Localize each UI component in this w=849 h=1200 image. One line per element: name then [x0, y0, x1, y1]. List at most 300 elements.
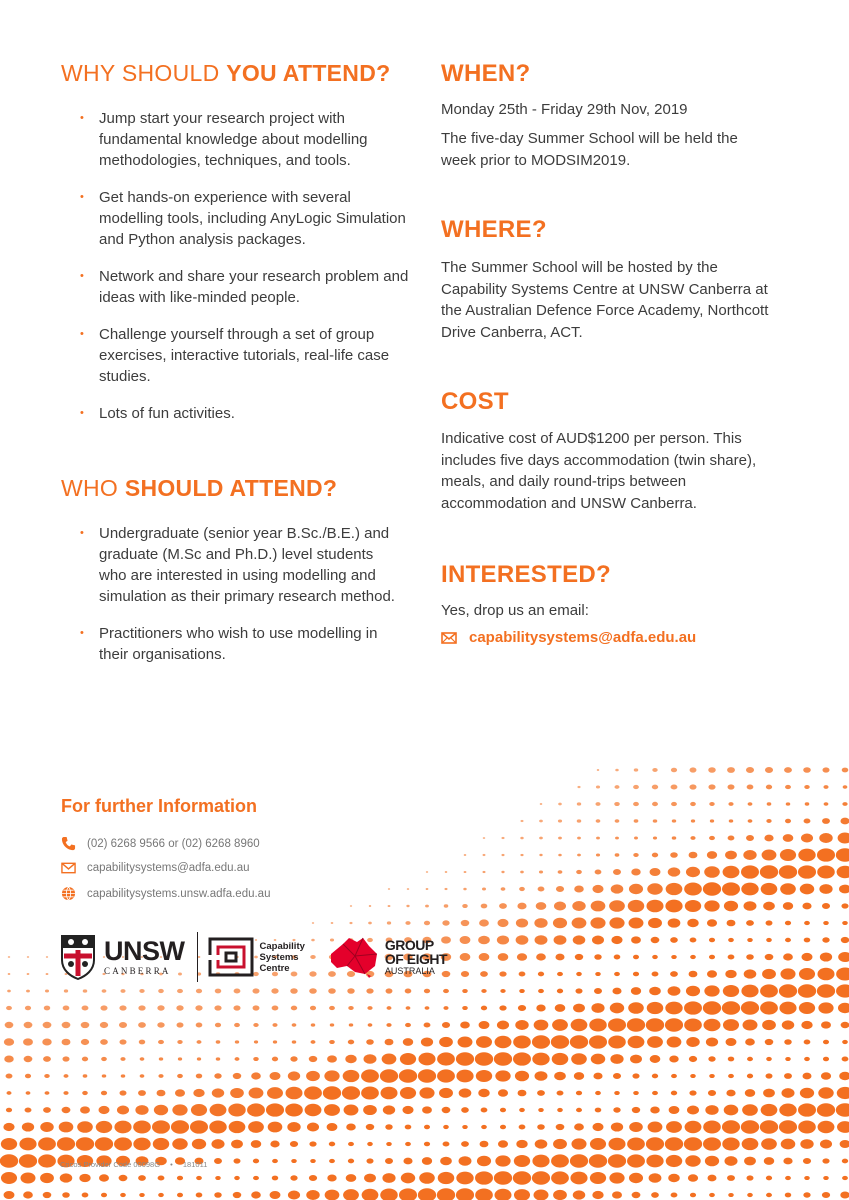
decorative-dot	[290, 988, 297, 994]
decorative-dot	[728, 835, 735, 840]
decorative-dot	[840, 1192, 849, 1199]
decorative-dot	[821, 1072, 831, 1080]
info-phone-row	[61, 836, 260, 851]
decorative-dot	[817, 848, 835, 861]
decorative-dot	[576, 870, 582, 874]
decorative-dot	[230, 1088, 244, 1098]
decorative-dot	[615, 819, 620, 823]
decorative-dot	[760, 865, 778, 879]
decorative-dot	[838, 1003, 849, 1013]
decorative-dot	[707, 919, 717, 926]
logo-strip	[60, 932, 447, 982]
decorative-dot	[178, 1057, 182, 1060]
decorative-dot	[764, 1157, 775, 1165]
decorative-dot	[689, 852, 698, 859]
decorative-dot	[539, 870, 543, 873]
decorative-dot	[285, 1103, 303, 1116]
decorative-dot	[479, 953, 490, 961]
decorative-dot	[779, 1002, 796, 1015]
decorative-dot	[83, 1074, 88, 1077]
decorative-dot	[437, 1052, 455, 1065]
decorative-dot	[498, 1089, 508, 1096]
decorative-dot	[632, 1192, 641, 1198]
decorative-dot	[385, 1158, 393, 1164]
when-dates: Monday 25th - Friday 29th Nov, 2019	[441, 101, 688, 118]
decorative-dot	[824, 802, 829, 806]
decorative-dot	[140, 1074, 145, 1078]
decorative-dot	[266, 1103, 284, 1116]
list-item: • Challenge yourself through a set of group exercises, interactive tutorials, real-life case studies.	[80, 324, 410, 387]
decorative-dot	[44, 1006, 50, 1011]
decorative-dot	[442, 1107, 451, 1113]
decorative-dot	[821, 1021, 831, 1028]
decorative-dot	[402, 1106, 413, 1114]
decorative-dot	[577, 854, 581, 857]
decorative-dot	[196, 989, 202, 994]
decorative-dot	[766, 785, 772, 790]
decorative-dot	[823, 1040, 829, 1044]
decorative-dot	[570, 1172, 587, 1185]
decorative-dot	[629, 884, 643, 894]
decorative-dot	[703, 1001, 721, 1015]
decorative-dot	[576, 1108, 582, 1112]
decorative-dot	[197, 1057, 201, 1060]
decorative-dot	[100, 1039, 108, 1045]
decorative-dot	[823, 785, 828, 789]
decorative-dot	[689, 784, 696, 789]
decorative-dot	[781, 1088, 794, 1098]
decorative-dot	[710, 819, 714, 822]
decorative-dot	[25, 1107, 32, 1112]
decorative-dot	[114, 1137, 132, 1150]
decorative-dot	[99, 1106, 110, 1114]
decorative-dot	[689, 1056, 697, 1062]
decorative-dot	[364, 1054, 377, 1064]
decorative-dot	[57, 1137, 75, 1150]
decorative-dot	[461, 1141, 469, 1147]
decorative-dot	[823, 921, 829, 925]
group-of-eight-logo	[329, 936, 447, 978]
decorative-dot	[286, 1087, 303, 1100]
decorative-dot	[368, 922, 372, 925]
decorative-dot	[652, 802, 658, 806]
decorative-dot	[172, 1104, 187, 1115]
decorative-dot	[558, 854, 561, 857]
decorative-dot	[703, 1137, 721, 1150]
decorative-dot	[633, 972, 639, 977]
decorative-dot	[152, 1120, 170, 1133]
decorative-dot	[574, 1072, 584, 1080]
logo-divider	[197, 932, 198, 982]
decorative-dot	[552, 1019, 568, 1031]
decorative-dot	[557, 972, 563, 976]
go8-line-1: GROUP	[384, 937, 434, 953]
decorative-dot	[538, 1108, 544, 1112]
decorative-dot	[684, 882, 702, 895]
decorative-dot	[627, 1137, 645, 1150]
decorative-dot	[611, 1122, 623, 1131]
decorative-dot	[306, 1071, 320, 1081]
decorative-dot	[100, 1022, 108, 1028]
decorative-dot	[646, 1155, 663, 1168]
decorative-dot	[387, 921, 391, 924]
decorative-dot	[839, 1072, 849, 1080]
decorative-dot	[837, 1121, 849, 1133]
decorative-dot	[7, 990, 11, 993]
decorative-dot	[594, 954, 601, 959]
decorative-dot	[766, 1073, 773, 1078]
decorative-dot	[595, 1091, 601, 1095]
decorative-dot	[836, 984, 849, 997]
decorative-dot	[253, 1159, 259, 1164]
decorative-dot	[63, 1006, 70, 1011]
decorative-dot	[571, 1138, 586, 1149]
decorative-dot	[0, 1154, 18, 1168]
decorative-dot	[611, 884, 624, 893]
decorative-dot	[551, 1171, 569, 1184]
decorative-dot	[439, 1037, 453, 1047]
decorative-dot	[500, 1125, 506, 1129]
decorative-dot	[495, 1070, 510, 1081]
decorative-dot	[273, 1040, 277, 1043]
decorative-dot	[407, 888, 410, 890]
decorative-dot	[707, 970, 717, 977]
decorative-dot	[577, 802, 581, 805]
decorative-dot	[766, 1193, 772, 1197]
decorative-dot	[785, 819, 791, 823]
decorative-dot	[478, 1089, 489, 1097]
decorative-dot	[25, 1006, 31, 1011]
decorative-dot	[634, 837, 638, 840]
cricos-code: Cricos Provider Code 00098G	[60, 1160, 161, 1169]
decorative-dot	[95, 1137, 113, 1151]
decorative-dot	[361, 1086, 379, 1099]
decorative-dot	[443, 989, 449, 993]
decorative-dot	[177, 1074, 183, 1078]
decorative-dot	[612, 1191, 622, 1198]
decorative-dot	[536, 953, 546, 960]
list-item: • Practitioners who wish to use modelling in their organisations.	[80, 623, 395, 665]
decorative-dot	[798, 1103, 816, 1116]
decorative-dot	[707, 1175, 716, 1182]
decorative-dot	[64, 989, 68, 992]
footer-separator: •	[170, 1160, 173, 1169]
decorative-dot	[784, 1039, 792, 1045]
decorative-dot	[535, 1139, 548, 1148]
decorative-dot	[822, 767, 829, 772]
decorative-dot	[215, 1023, 221, 1028]
decorative-dot	[214, 1158, 222, 1164]
decorative-dot	[82, 1193, 89, 1198]
decorative-dot	[462, 904, 468, 908]
interested-text: Yes, drop us an email:	[441, 602, 589, 619]
decorative-dot	[177, 1040, 182, 1044]
decorative-dot	[652, 971, 659, 976]
decorative-dot	[445, 871, 448, 873]
email-link[interactable]: capabilitysystems@adfa.edu.au	[469, 629, 697, 646]
info-email[interactable]: capabilitysystems@adfa.edu.au	[87, 862, 250, 874]
decorative-dot	[501, 837, 504, 839]
decorative-dot	[495, 1036, 512, 1049]
decorative-dot	[783, 1158, 792, 1165]
csc-line-2: Systems	[259, 951, 299, 963]
decorative-dot	[666, 1155, 682, 1167]
decorative-dot	[475, 1171, 493, 1184]
decorative-dot	[82, 1091, 88, 1095]
decorative-dot	[690, 955, 696, 959]
go8-line-2: OF EIGHT	[384, 951, 448, 967]
decorative-dot	[399, 1069, 417, 1083]
decorative-dot	[480, 971, 488, 977]
decorative-dot	[291, 1006, 297, 1011]
decorative-dot	[345, 1055, 356, 1063]
decorative-dot	[762, 1020, 776, 1030]
decorative-dot	[779, 865, 797, 879]
decorative-dot	[348, 1040, 354, 1045]
decorative-dot	[595, 972, 601, 976]
decorative-dot	[307, 1123, 319, 1132]
decorative-dot	[615, 853, 620, 856]
decorative-dot	[444, 904, 449, 907]
decorative-dot	[497, 935, 509, 944]
decorative-dot	[456, 1172, 473, 1185]
decorative-dot	[709, 836, 715, 840]
decorative-dot	[62, 1022, 71, 1028]
decorative-dot	[120, 1193, 126, 1197]
decorative-dot	[591, 901, 606, 912]
decorative-dot	[685, 1121, 702, 1133]
decorative-dot	[649, 1173, 662, 1182]
decorative-dot	[766, 819, 771, 823]
decorative-dot	[804, 785, 809, 789]
decorative-dot	[842, 1056, 849, 1061]
decorative-dot	[629, 917, 644, 928]
decorative-dot	[516, 935, 529, 944]
decorative-dot	[576, 972, 582, 976]
why-attend-heading: WHY SHOULD YOU ATTEND?	[61, 60, 391, 86]
decorative-dot	[841, 903, 848, 908]
decorative-dot	[4, 1191, 15, 1199]
decorative-dot	[666, 1121, 682, 1133]
decorative-dot	[481, 1125, 487, 1129]
decorative-dot	[158, 1193, 164, 1197]
decorative-dot	[23, 1191, 33, 1198]
decorative-dot	[552, 1053, 569, 1065]
decorative-dot	[709, 938, 715, 943]
decorative-dot	[685, 1155, 700, 1166]
decorative-dot	[595, 802, 600, 806]
interested-email-row[interactable]	[441, 629, 696, 646]
decorative-dot	[475, 1052, 493, 1066]
decorative-dot	[418, 1188, 436, 1200]
decorative-dot	[613, 869, 621, 875]
decorative-dot	[646, 900, 663, 913]
decorative-dot	[418, 1069, 436, 1082]
decorative-dot	[553, 918, 567, 928]
decorative-dot	[741, 1120, 759, 1134]
decorative-dot	[83, 989, 88, 992]
cost-heading: COST	[441, 388, 509, 415]
decorative-dot	[670, 937, 678, 943]
decorative-dot	[424, 1022, 431, 1027]
decorative-dot	[614, 955, 621, 960]
decorative-dot	[403, 1158, 412, 1165]
decorative-dot	[554, 902, 566, 911]
decorative-dot	[211, 1139, 224, 1149]
decorative-dot	[461, 971, 469, 977]
decorative-dot	[804, 1040, 811, 1045]
decorative-dot	[43, 1192, 52, 1198]
decorative-dot	[117, 1106, 129, 1115]
decorative-dot	[728, 1057, 735, 1062]
decorative-dot	[841, 1022, 849, 1028]
decorative-dot	[837, 866, 849, 878]
decorative-dot	[366, 988, 373, 993]
decorative-dot	[760, 1120, 778, 1134]
decorative-dot	[652, 1074, 658, 1079]
decorative-dot	[443, 1141, 450, 1146]
decorative-dot	[380, 1069, 398, 1083]
decorative-dot	[386, 988, 393, 993]
decorative-dot	[192, 1139, 206, 1150]
decorative-dot	[709, 955, 715, 959]
envelope-icon	[61, 862, 76, 874]
decorative-dot	[817, 866, 835, 879]
decorative-dot	[270, 1072, 281, 1080]
decorative-dot	[177, 989, 183, 993]
decorative-dot	[421, 1037, 433, 1046]
decorative-dot	[516, 1140, 527, 1148]
decorative-dot	[608, 1018, 626, 1031]
decorative-dot	[765, 954, 774, 960]
decorative-dot	[763, 902, 775, 911]
decorative-dot	[647, 1036, 663, 1048]
decorative-dot	[747, 1193, 753, 1197]
decorative-dot	[744, 969, 757, 978]
decorative-dot	[672, 836, 677, 839]
decorative-dot	[665, 1002, 682, 1015]
decorative-dot	[551, 1035, 569, 1049]
decorative-dot	[690, 1193, 696, 1198]
decorative-dot	[837, 1087, 849, 1099]
decorative-dot	[494, 1052, 512, 1066]
decorative-dot	[686, 867, 700, 877]
decorative-dot	[651, 1192, 659, 1198]
decorative-dot	[426, 871, 428, 873]
decorative-dot	[724, 901, 738, 912]
decorative-dot	[575, 988, 582, 993]
decorative-dot	[726, 1038, 737, 1046]
decorative-dot	[196, 1074, 202, 1079]
decorative-dot	[444, 888, 447, 890]
decorative-dot	[311, 1040, 316, 1044]
decorative-dot	[159, 1057, 163, 1060]
decorative-dot	[120, 989, 125, 993]
decorative-dot	[631, 987, 641, 995]
decorative-dot	[722, 882, 740, 895]
decorative-dot	[138, 1005, 145, 1010]
decorative-dot	[45, 989, 49, 992]
decorative-dot	[760, 1001, 778, 1014]
decorative-dot	[350, 905, 352, 907]
decorative-dot	[62, 1039, 71, 1046]
decorative-dot	[785, 1193, 792, 1198]
decorative-dot	[81, 1022, 90, 1028]
decorative-dot	[592, 1191, 603, 1199]
decorative-dot	[233, 1192, 241, 1198]
decorative-dot	[480, 1141, 489, 1148]
decorative-dot	[324, 1104, 340, 1116]
decorative-dot	[799, 968, 815, 980]
decorative-dot	[689, 971, 698, 978]
decorative-dot	[234, 1176, 240, 1180]
decorative-dot	[704, 900, 719, 911]
decorative-dot	[555, 1004, 566, 1012]
decorative-dot	[839, 885, 849, 894]
info-phone[interactable]: (02) 6268 9566 or (02) 6268 8960	[87, 837, 260, 850]
decorative-dot	[210, 1104, 227, 1116]
decorative-dot	[535, 935, 548, 945]
decorative-dot	[499, 903, 507, 909]
decorative-dot	[158, 1175, 165, 1180]
decorative-dot	[805, 802, 810, 805]
decorative-dot	[650, 868, 661, 876]
decorative-dot	[483, 871, 486, 873]
decorative-dot	[346, 1174, 357, 1182]
decorative-dot	[138, 1022, 146, 1028]
decorative-dot	[609, 1172, 624, 1183]
decorative-dot	[722, 1138, 739, 1151]
decorative-dot	[780, 883, 796, 895]
decorative-dot	[42, 1039, 51, 1046]
decorative-dot	[570, 1035, 588, 1049]
decorative-dot	[725, 970, 736, 978]
decorative-dot	[745, 1089, 755, 1097]
decorative-dot	[611, 936, 622, 944]
info-website[interactable]: capabilitysystems.unsw.adfa.edu.au	[87, 887, 271, 900]
decorative-dot	[406, 905, 409, 907]
decorative-dot	[26, 1091, 31, 1095]
decorative-dot	[27, 956, 29, 958]
decorative-dot	[577, 786, 580, 788]
decorative-dot	[290, 1141, 298, 1147]
decorative-dot	[519, 1108, 525, 1112]
decorative-dot	[613, 1107, 620, 1112]
decorative-dot	[253, 1057, 259, 1061]
decorative-dot	[632, 1107, 640, 1113]
decorative-dot	[741, 883, 758, 896]
decorative-dot	[309, 988, 317, 994]
decorative-dot	[46, 973, 49, 975]
decorative-dot	[724, 1156, 737, 1166]
decorative-dot	[595, 1108, 602, 1113]
decorative-dot	[615, 769, 618, 772]
decorative-dot	[669, 1056, 678, 1063]
decorative-dot	[216, 1057, 221, 1060]
decorative-dot	[800, 884, 814, 895]
decorative-dot	[841, 937, 849, 943]
decorative-dot	[571, 1019, 588, 1031]
decorative-dot	[495, 1155, 510, 1166]
decorative-dot	[532, 1035, 550, 1048]
decorative-dot	[746, 954, 754, 960]
decorative-dot	[422, 1106, 432, 1113]
decorative-dot	[158, 1074, 163, 1078]
decorative-dot	[590, 1138, 606, 1150]
decorative-dot	[633, 802, 639, 806]
decorative-dot	[251, 1072, 261, 1079]
decorative-dot	[577, 837, 581, 840]
